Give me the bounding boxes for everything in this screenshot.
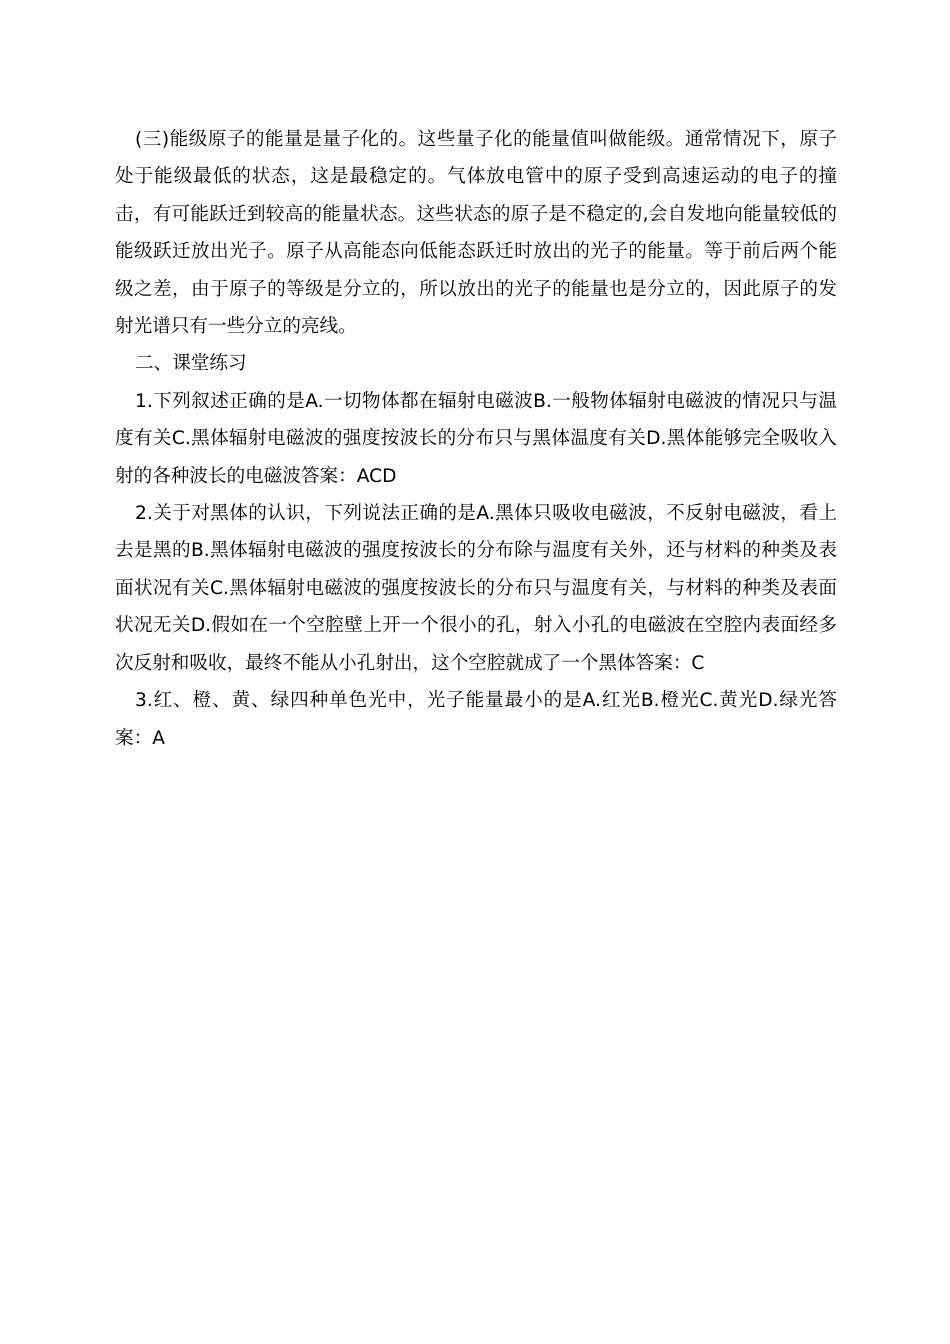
paragraph-energy-levels: (三)能级原子的能量是量子化的。这些量子化的能量值叫做能级。通常情况下，原子处于能级最低的状态，这是最稳定的。气体放电管中的原子受到高速运动的电子的撞击，有可能跃迁到较高的能量状态。这些状态的原子是不稳定的,会自发地向能量较低的能级跃迁放出光子。原子从高能态向低能态跃迁时放出的光子的能量。等于前后两个能级之差，由于原子的等级是分立的，所以放出的光子的能量也是分立的，因此原子的发射光谱只有一些分立的亮线。 (115, 129, 837, 338)
question-2: 2.关于对黑体的认识，下列说法正确的是A.黑体只吸收电磁波，不反射电磁波，看上去是黑的B.黑体辐射电磁波的强度按波长的分布除与温度有关外，还与材料的种类及表面状况有关C.黑体辐射电磁波的强度按波长的分布只与温度有关，与材料的种类及表面状况无关D.假如在一个空腔壁上开一个很小的孔，射入小孔的电磁波在空腔内表面经多次反射和吸收，最终不能从小孔射出，这个空腔就成了一个黑体答案：C (115, 503, 837, 674)
question-3: 3.红、橙、黄、绿四种单色光中，光子能量最小的是A.红光B.橙光C.黄光D.绿光答案：A (115, 690, 837, 749)
question-1: 1.下列叙述正确的是A.一切物体都在辐射电磁波B.一般物体辐射电磁波的情况只与温度有关C.黑体辐射电磁波的强度按波长的分布只与黑体温度有关D.黑体能够完全吸收入射的各种波长的电磁波答案：ACD (115, 390, 837, 487)
document-body (115, 121, 837, 757)
section-heading-classroom-practice: 二、课堂练习 (135, 353, 247, 375)
